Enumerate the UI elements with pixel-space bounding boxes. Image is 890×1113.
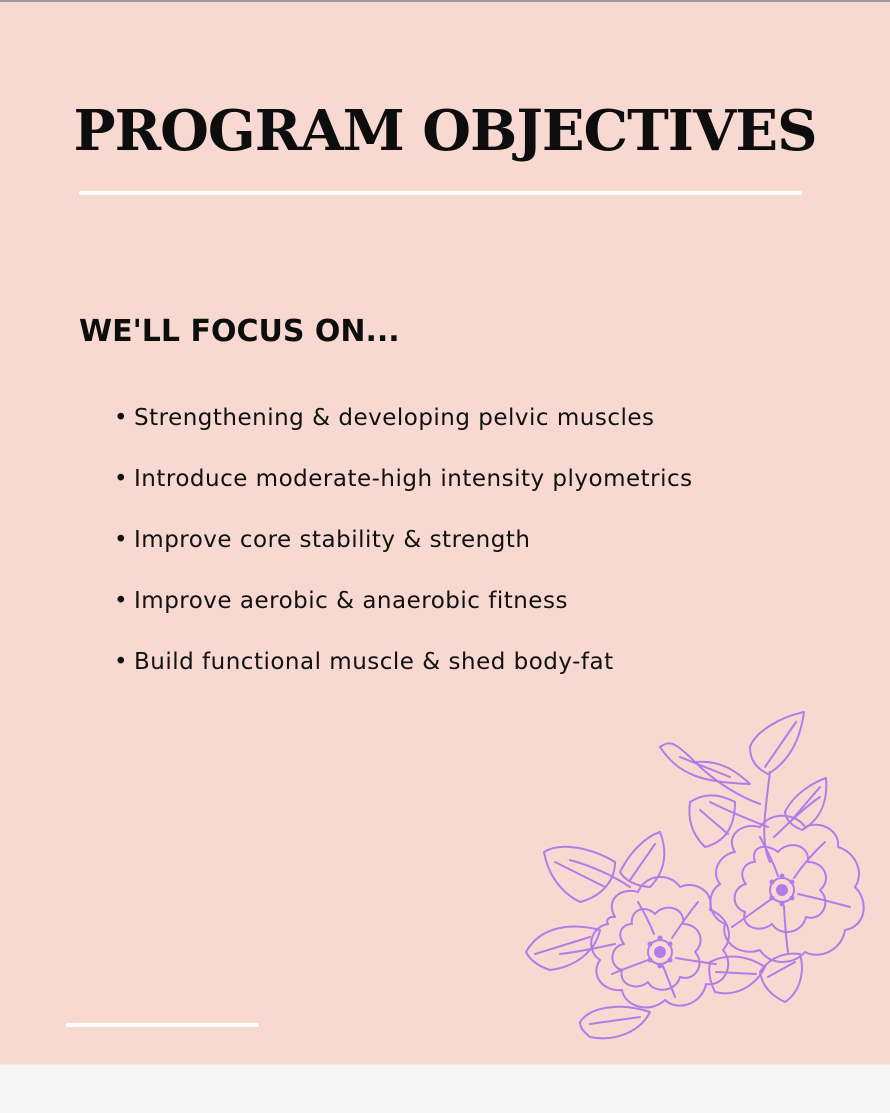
list-item-text: Introduce moderate-high intensity plyometrics — [134, 466, 693, 492]
list-item-text: Strengthening & developing pelvic muscles — [134, 405, 655, 431]
focus-subheading: WE'LL FOCUS ON... — [79, 314, 400, 349]
bottom-divider — [66, 1023, 259, 1027]
list-item-text: Build functional muscle & shed body-fat — [134, 649, 614, 675]
bullet: • — [114, 649, 129, 675]
page-bottom-margin — [0, 1064, 890, 1113]
list-item-text: Improve core stability & strength — [134, 527, 531, 553]
objectives-list — [114, 398, 693, 703]
bullet: • — [114, 466, 129, 492]
list-item — [114, 459, 693, 520]
objectives-page — [0, 2, 890, 1064]
page-title: PROGRAM OBJECTIVES — [73, 98, 817, 164]
title-divider — [79, 191, 802, 195]
bullet: • — [114, 588, 129, 614]
list-item — [114, 581, 693, 642]
bullet: • — [114, 527, 129, 553]
list-item-text: Improve aerobic & anaerobic fitness — [134, 588, 568, 614]
bullet: • — [114, 405, 129, 431]
list-item — [114, 642, 693, 703]
flower-bouquet-icon — [520, 702, 890, 1064]
list-item — [114, 398, 693, 459]
list-item — [114, 520, 693, 581]
